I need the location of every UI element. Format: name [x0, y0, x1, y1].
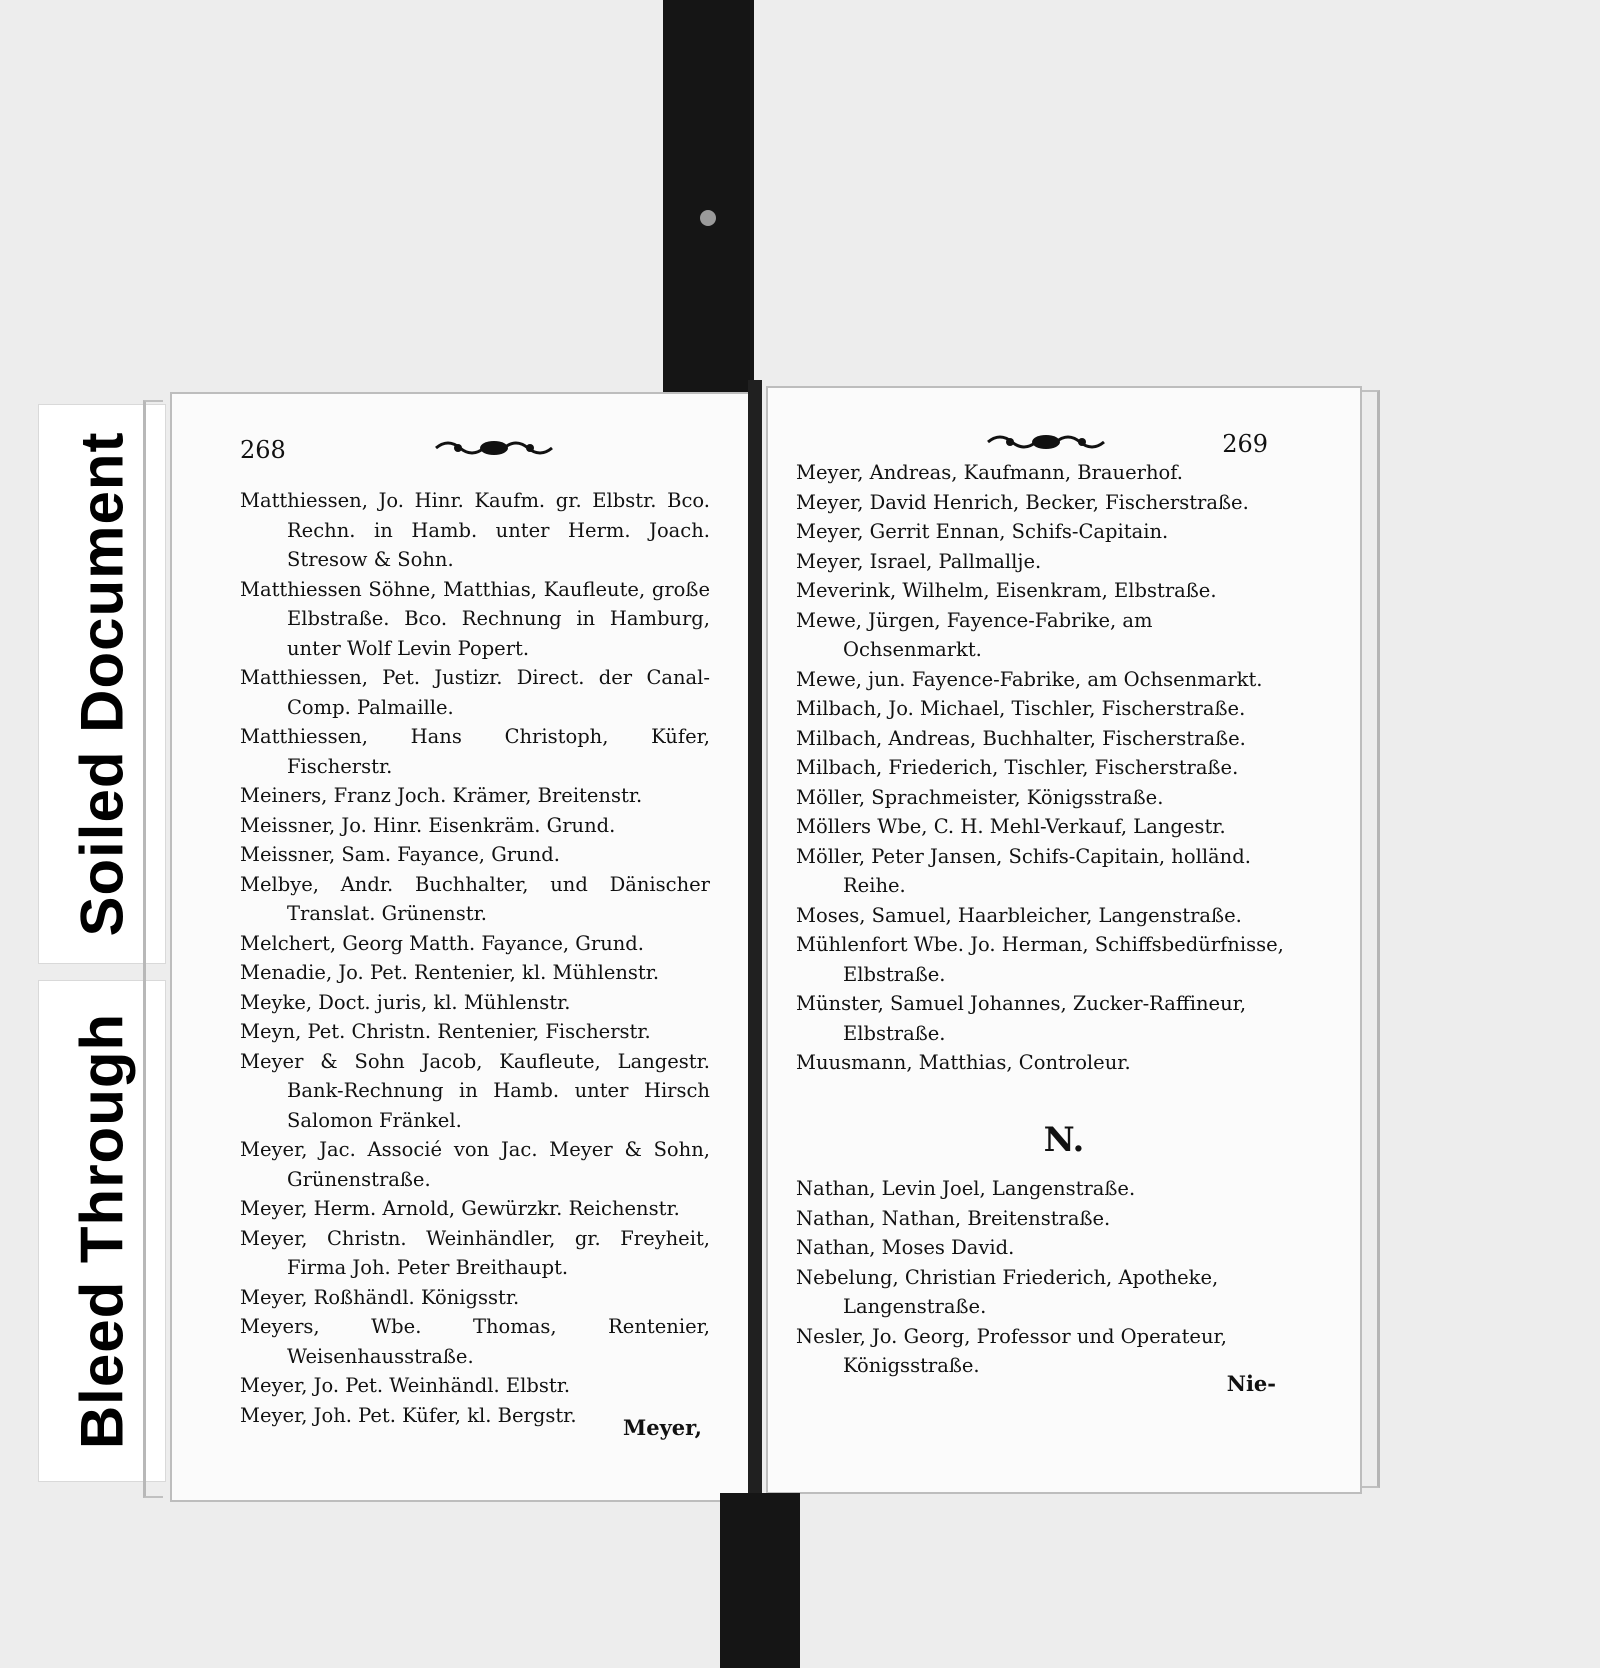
list-item: Meyer, Jac. Associé von Jac. Meyer & Sohn, Grünenstraße. [240, 1138, 710, 1191]
list-item: Meissner, Jo. Hinr. Eisenkräm. Grund. [240, 813, 616, 837]
list-item: Meyke, Doct. juris, kl. Mühlenstr. [240, 990, 571, 1014]
list-item: Nathan, Moses David. [796, 1236, 1015, 1259]
strap-rivet [700, 210, 716, 226]
list-item: Meyer, Israel, Pallmallje. [796, 549, 1042, 573]
left-catchword: Meyer, [622, 1415, 702, 1440]
list-item: Meissner, Sam. Fayance, Grund. [240, 843, 560, 866]
list-item: Meyer & Sohn Jacob, Kaufleute, Langestr. Bank-Rechnung in Hamb. unter Hirsch Salomon Fränkel. [240, 1049, 710, 1132]
list-item: Mewe, Jürgen, Fayence-Fabrike, am Ochsenmarkt. [796, 608, 1153, 661]
list-item: Nathan, Nathan, Breitenstraße. [796, 1206, 1111, 1230]
header-ornament-icon [986, 428, 1106, 456]
list-item: Matthiessen, Pet. Justizr. Direct. der Canal-Comp. Palmaille. [240, 666, 710, 719]
right-entry-list-m [796, 458, 1286, 1078]
list-item: Möller, Sprachmeister, Königsstraße. [796, 785, 1164, 809]
list-item: Menadie, Jo. Pet. Rentenier, kl. Mühlenstr. [240, 961, 660, 984]
list-item: Milbach, Andreas, Buchhalter, Fischerstraße. [796, 726, 1246, 750]
list-item: Muusmann, Matthias, Controleur. [796, 1051, 1131, 1074]
list-item: Mühlenfort Wbe. Jo. Herman, Schiffsbedürfnisse, Elbstraße. [796, 933, 1284, 986]
list-item: Meyers, Wbe. Thomas, Rentenier, Weisenhausstraße. [240, 1315, 710, 1368]
binding-strap-bottom [720, 1493, 800, 1668]
header-ornament-icon [434, 434, 554, 462]
list-item: Melbye, Andr. Buchhalter, und Dänischer Translat. Grünenstr. [240, 872, 710, 925]
list-item: Mewe, jun. Fayence-Fabrike, am Ochsenmarkt. [796, 667, 1263, 691]
right-page [766, 386, 1362, 1494]
bleed-through-text: Bleed Through [68, 1012, 136, 1450]
right-entry-list-n [796, 1174, 1286, 1381]
list-item: Matthiessen, Hans Christoph, Küfer, Fischerstr. [240, 725, 710, 778]
list-item: Meyer, Andreas, Kaufmann, Brauerhof. [796, 461, 1183, 484]
list-item: Meverink, Wilhelm, Eisenkram, Elbstraße. [796, 579, 1217, 602]
list-item: Melchert, Georg Matth. Fayance, Grund. [240, 931, 644, 955]
list-item: Möller, Peter Jansen, Schifs-Capitain, holländ. Reihe. [796, 844, 1251, 897]
list-item: Meyer, Christn. Weinhändler, gr. Freyheit, Firma Joh. Peter Breithaupt. [240, 1226, 710, 1279]
list-item: Meyer, Gerrit Ennan, Schifs-Capitain. [796, 520, 1169, 543]
binding-strap-top [663, 0, 754, 392]
left-page-edges [143, 400, 163, 1498]
list-item: Möllers Wbe, C. H. Mehl-Verkauf, Langestr. [796, 815, 1226, 838]
list-item: Münster, Samuel Johannes, Zucker-Raffineur, Elbstraße. [796, 992, 1247, 1045]
list-item: Meyer, Joh. Pet. Küfer, kl. Bergstr. [240, 1403, 577, 1427]
list-item: Meyer, David Henrich, Becker, Fischerstraße. [796, 490, 1249, 514]
list-item: Meyer, Roßhändl. Königsstr. [240, 1285, 520, 1309]
list-item: Meyer, Jo. Pet. Weinhändl. Elbstr. [240, 1374, 571, 1397]
list-item: Nebelung, Christian Friederich, Apotheke, Langenstraße. [796, 1265, 1219, 1318]
left-page-number: 268 [240, 436, 286, 464]
list-item: Milbach, Jo. Michael, Tischler, Fischerstraße. [796, 697, 1246, 720]
list-item: Matthiessen, Jo. Hinr. Kaufm. gr. Elbstr. Bco. Rechn. in Hamb. unter Herm. Joach. Stresow & Sohn. [240, 489, 710, 571]
list-item: Meiners, Franz Joch. Krämer, Breitenstr. [240, 784, 643, 807]
list-item: Meyn, Pet. Christn. Rentenier, Fischerstr. [240, 1020, 651, 1043]
book-spine [748, 380, 762, 1495]
list-item: Matthiessen Söhne, Matthias, Kaufleute, große Elbstraße. Bco. Rechnung in Hamburg, unter Wolf Levin Popert. [240, 577, 710, 660]
right-page-number: 269 [1222, 430, 1268, 458]
soiled-document-text: Soiled Document [68, 431, 136, 937]
list-item: Milbach, Friederich, Tischler, Fischerstraße. [796, 756, 1239, 779]
left-page [170, 392, 760, 1502]
list-item: Nathan, Levin Joel, Langenstraße. [796, 1177, 1136, 1200]
right-page-edges [1362, 390, 1380, 1488]
left-entry-list [240, 486, 710, 1430]
section-letter: N. [1043, 1120, 1085, 1160]
list-item: Moses, Samuel, Haarbleicher, Langenstraße. [796, 903, 1242, 927]
list-item: Meyer, Herm. Arnold, Gewürzkr. Reichenstr. [240, 1197, 680, 1220]
list-item: Nesler, Jo. Georg, Professor und Operateur, Königsstraße. [796, 1324, 1227, 1377]
right-catchword: Nie- [1226, 1371, 1276, 1396]
